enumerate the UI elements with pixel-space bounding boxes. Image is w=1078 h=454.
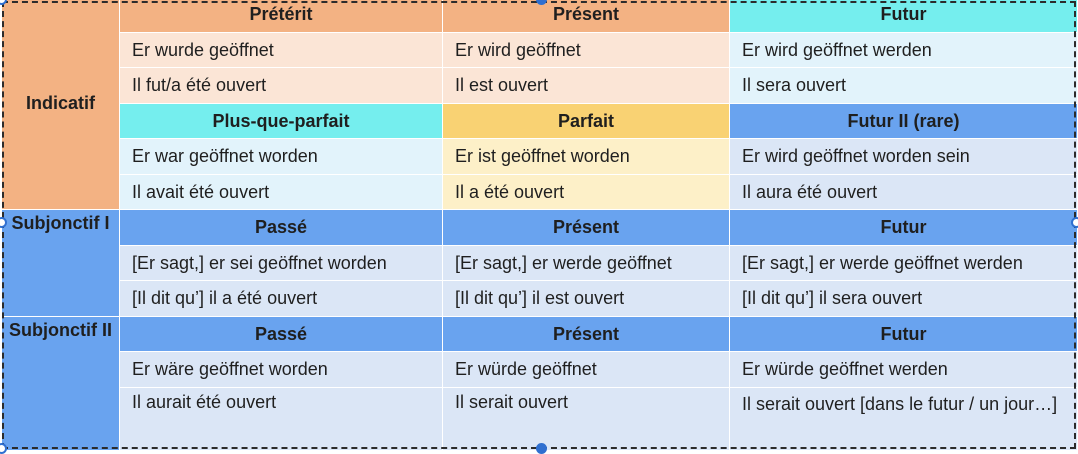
table-cell: Er wurde geöffnet	[120, 33, 443, 68]
header-futur: Futur	[730, 317, 1078, 352]
header-parfait: Parfait	[443, 104, 730, 139]
header-present: Présent	[443, 0, 730, 33]
table-cell: Er wird geöffnet worden sein	[730, 139, 1078, 175]
table-cell: [Il dit qu’] il est ouvert	[443, 281, 730, 317]
table-cell: Er wird geöffnet werden	[730, 33, 1078, 68]
table-cell: Il sera ouvert	[730, 68, 1078, 104]
conjugation-table[interactable]	[1, 0, 1078, 451]
header-present: Présent	[443, 317, 730, 352]
row-label-indicatif: Indicatif	[2, 0, 120, 210]
table-cell: Il avait été ouvert	[120, 175, 443, 210]
header-futur: Futur	[730, 210, 1078, 246]
table-cell: Er ist geöffnet worden	[443, 139, 730, 175]
table-cell: Il fut/a été ouvert	[120, 68, 443, 104]
table-cell: Er würde geöffnet werden	[730, 352, 1078, 388]
table-cell: Il aurait été ouvert	[120, 388, 443, 451]
header-preterit: Prétérit	[120, 0, 443, 33]
table-cell: Il est ouvert	[443, 68, 730, 104]
resize-handle-bottom-center[interactable]	[536, 443, 547, 454]
header-futur-ii: Futur II (rare)	[730, 104, 1078, 139]
header-passe: Passé	[120, 317, 443, 352]
table-cell: Il serait ouvert	[443, 388, 730, 451]
table-cell: Er wird geöffnet	[443, 33, 730, 68]
resize-handle-bottom-left[interactable]	[0, 443, 7, 454]
header-passe: Passé	[120, 210, 443, 246]
table-cell: [Er sagt,] er sei geöffnet worden	[120, 246, 443, 281]
table-cell: [Il dit qu’] il sera ouvert	[730, 281, 1078, 317]
table-cell: Er war geöffnet worden	[120, 139, 443, 175]
header-plus-que-parfait: Plus-que-parfait	[120, 104, 443, 139]
table-cell: Il aura été ouvert	[730, 175, 1078, 210]
row-label-subjonctif-ii: Subjonctif II	[2, 317, 120, 451]
table-cell: [Il dit qu’] il a été ouvert	[120, 281, 443, 317]
header-present: Présent	[443, 210, 730, 246]
row-label-subjonctif-i: Subjonctif I	[2, 210, 120, 317]
table-cell: Er würde geöffnet	[443, 352, 730, 388]
resize-handle-middle-right[interactable]	[1071, 217, 1078, 228]
table-cell: [Er sagt,] er werde geöffnet	[443, 246, 730, 281]
header-futur: Futur	[730, 0, 1078, 33]
table-cell: Il a été ouvert	[443, 175, 730, 210]
table-cell: Er wäre geöffnet worden	[120, 352, 443, 388]
table-cell: [Er sagt,] er werde geöffnet werden	[730, 246, 1078, 281]
table-cell: Il serait ouvert [dans le futur / un jour…]	[730, 388, 1078, 451]
